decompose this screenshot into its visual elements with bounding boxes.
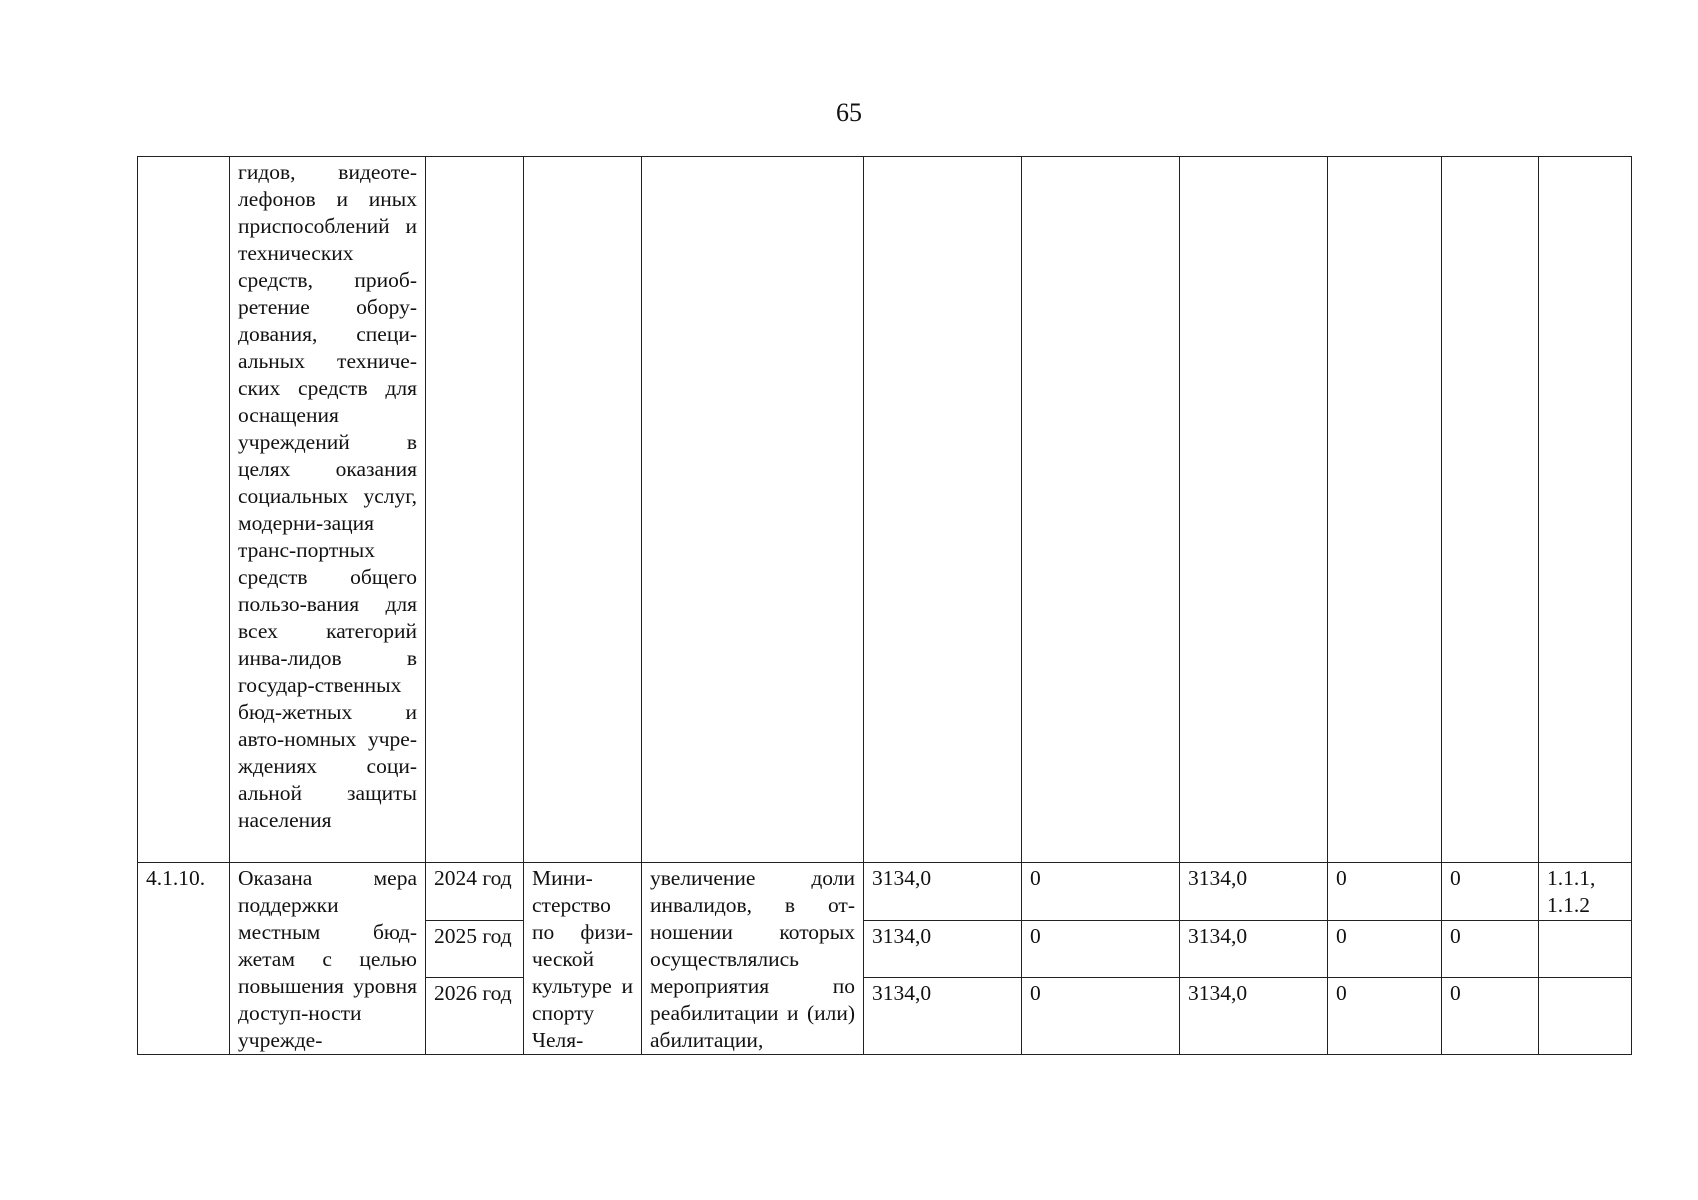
other-value: 0 [1442, 978, 1539, 1055]
item-result: увеличение доли инвалидов, в от-ношении которых осуществлялись мероприятия по реабилитации и (или) абилитации, [642, 863, 864, 1055]
indicators-empty-cell [1539, 920, 1632, 978]
regional-value: 3134,0 [1180, 863, 1328, 921]
other-value: 0 [1442, 863, 1539, 921]
cont-number-cell [138, 157, 230, 863]
cont-regional-cell [1180, 157, 1328, 863]
cont-year-cell [426, 157, 524, 863]
cont-total-cell [864, 157, 1022, 863]
year-cell: 2024 год [426, 863, 524, 921]
regional-value: 3134,0 [1180, 978, 1328, 1055]
year-cell: 2025 год [426, 920, 524, 978]
program-table [137, 156, 1632, 1055]
regional-value: 3134,0 [1180, 920, 1328, 978]
indicators-empty-cell [1539, 978, 1632, 1055]
total-value: 3134,0 [864, 920, 1022, 978]
local-value: 0 [1328, 863, 1442, 921]
cont-other-cell [1442, 157, 1539, 863]
cont-indicators-cell [1539, 157, 1632, 863]
continuation-row [138, 157, 1632, 863]
item-number: 4.1.10. [138, 863, 230, 1055]
cont-federal-cell [1022, 157, 1180, 863]
total-value: 3134,0 [864, 863, 1022, 921]
item-row-2024 [138, 863, 1632, 921]
page-number: 65 [836, 98, 862, 127]
cont-executor-cell [524, 157, 642, 863]
federal-value: 0 [1022, 978, 1180, 1055]
cont-description-cell: гидов, видеоте-лефонов и иных приспособлений и технических средств, приоб-ретение обору-дования, специ-альных техниче-ских средств для оснащения учреждений в целях оказания социальных услуг, модерни-зация транс-портных средств общего пользо-вания для всех категорий инва-лидов в государ-ственных бюд-жетных и авто-номных учре-ждениях соци-альной защиты населения [230, 157, 426, 863]
local-value: 0 [1328, 978, 1442, 1055]
item-executor: Мини-стерство по физи-ческой культуре и спорту Челя- [524, 863, 642, 1055]
local-value: 0 [1328, 920, 1442, 978]
federal-value: 0 [1022, 920, 1180, 978]
federal-value: 0 [1022, 863, 1180, 921]
total-value: 3134,0 [864, 978, 1022, 1055]
other-value: 0 [1442, 920, 1539, 978]
item-description: Оказана мера поддержки местным бюд-жетам с целью повышения уровня доступ-ности учрежде- [230, 863, 426, 1055]
year-cell: 2026 год [426, 978, 524, 1055]
cont-local-cell [1328, 157, 1442, 863]
indicators-cell: 1.1.1, 1.1.2 [1539, 863, 1632, 921]
cont-result-cell [642, 157, 864, 863]
